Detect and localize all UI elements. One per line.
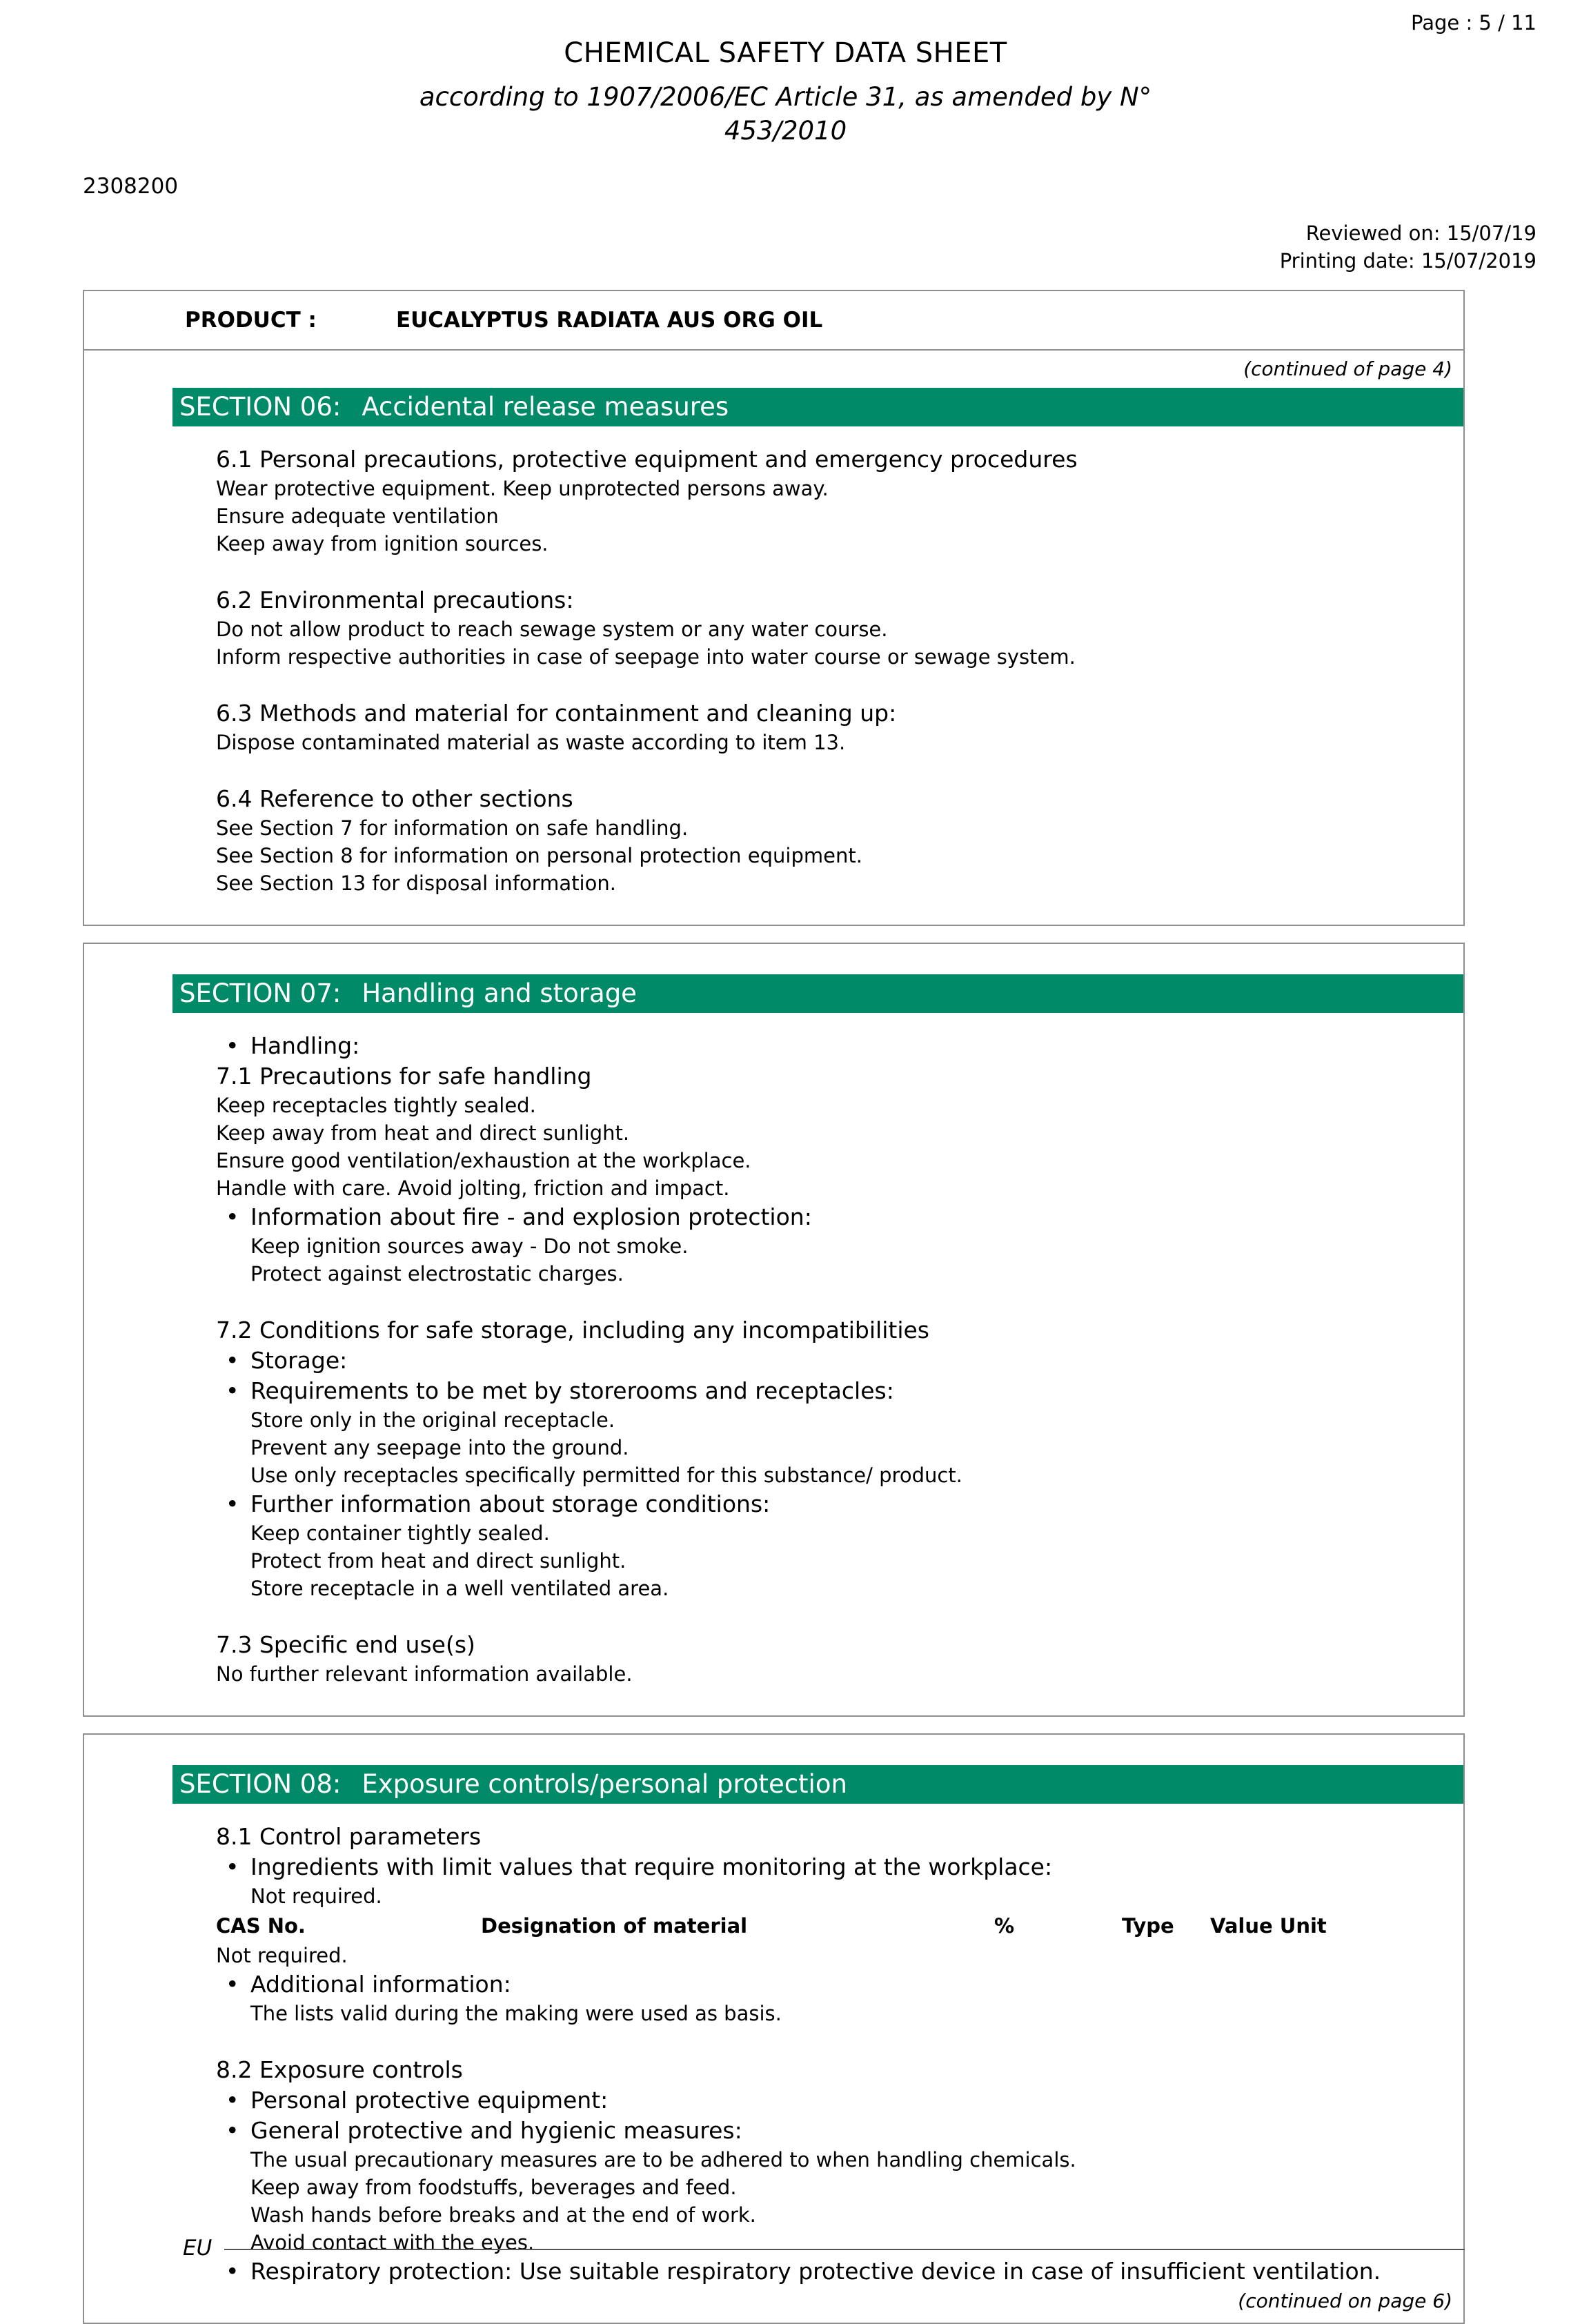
section-08-header-bar (172, 1765, 1463, 1804)
text-line: Keep ignition sources away - Do not smoke. (250, 1234, 689, 1258)
col-value-unit: Value Unit (1210, 1914, 1327, 1938)
footer-rule (224, 2249, 1465, 2250)
text-line: See Section 13 for disposal information. (216, 872, 616, 895)
text-line: Protect against electrostatic charges. (250, 1262, 624, 1286)
text-line: Wear protective equipment. Keep unprotected persons away. (216, 477, 829, 500)
text-line: The lists valid during the making were used as basis. (250, 2002, 782, 2025)
limit-values-table-header (216, 1910, 1450, 1942)
text-line: Wash hands before breaks and at the end of work. (250, 2203, 756, 2227)
text-line: Protect from heat and direct sunlight. (250, 1549, 626, 1573)
col-designation: Designation of material (481, 1914, 748, 1938)
heading-7-3: 7.3 Specific end use(s) (216, 1631, 475, 1658)
section-06-id: SECTION 06: (179, 392, 342, 422)
document-number: 2308200 (83, 174, 179, 199)
text-line: Keep away from ignition sources. (216, 532, 549, 555)
page-number: Page : 5 / 11 (1411, 11, 1537, 35)
text-line: Ensure adequate ventilation (216, 504, 499, 528)
heading-6-4: 6.4 Reference to other sections (216, 785, 573, 812)
section-07-id: SECTION 07: (179, 978, 342, 1008)
text-line: Not required. (250, 1884, 382, 1908)
text-line: Do not allow product to reach sewage system or any water course. (216, 618, 888, 641)
printing-date: Printing date: 15/07/2019 (1279, 249, 1537, 273)
text-line: Ensure good ventilation/exhaustion at the workplace. (216, 1149, 751, 1172)
text-line: See Section 7 for information on safe handling. (216, 816, 689, 840)
text-line: Store only in the original receptacle. (250, 1408, 615, 1432)
bullet-storage: • Storage: (216, 1346, 1450, 1376)
page-footer (83, 2236, 1465, 2261)
text-line: Prevent any seepage into the ground. (250, 1436, 629, 1459)
section-06-box (83, 349, 1465, 926)
text-line: Keep away from foodstuffs, beverages and feed. (250, 2176, 737, 2199)
section-07-title: Handling and storage (362, 978, 637, 1008)
heading-8-2: 8.2 Exposure controls (216, 2056, 463, 2083)
heading-7-1: 7.1 Precautions for safe handling (216, 1063, 592, 1090)
section-06-header-bar (172, 388, 1463, 426)
section-08-id: SECTION 08: (179, 1769, 342, 1799)
text-line: Keep container tightly sealed. (250, 1522, 550, 1545)
heading-8-1: 8.1 Control parameters (216, 1823, 482, 1850)
date-block (1280, 219, 1537, 275)
section-07-header-bar (172, 974, 1463, 1013)
bullet-handling: • Handling: (216, 1031, 1450, 1061)
section-06-content (84, 426, 1463, 925)
subtitle-line-2: 453/2010 (724, 116, 847, 146)
col-percent: % (994, 1914, 1015, 1938)
heading-6-3: 6.3 Methods and material for containment and cleaning up: (216, 700, 897, 727)
heading-7-2: 7.2 Conditions for safe storage, including any incompatibilities (216, 1317, 929, 1343)
col-type: Type (1122, 1914, 1174, 1938)
region-label: EU (183, 2236, 213, 2261)
text-line: Store receptacle in a well ventilated area. (250, 1577, 669, 1600)
text-line: Handle with care. Avoid jolting, friction and impact. (216, 1176, 730, 1200)
table-row: Not required. (216, 1944, 348, 1967)
bullet-personal-protective-equipment: • Personal protective equipment: (216, 2085, 1450, 2116)
section-07-box (83, 943, 1465, 1717)
reviewed-on-date: Reviewed on: 15/07/19 (1305, 221, 1537, 245)
bullet-fire-protection: • Information about fire - and explosion protection: (216, 1202, 1450, 1232)
text-line: Use only receptacles specifically permitted for this substance/ product. (250, 1464, 962, 1487)
subtitle-line-1: according to 1907/2006/EC Article 31, as amended by N° (419, 82, 1152, 112)
text-line: Avoid contact with the eyes. (250, 2231, 535, 2254)
continued-from-note: (continued of page 4) (1243, 357, 1452, 380)
text-line: Keep away from heat and direct sunlight. (216, 1121, 630, 1145)
heading-6-2: 6.2 Environmental precautions: (216, 587, 574, 613)
bullet-further-storage-info: • Further information about storage conditions: (216, 1489, 1450, 1519)
bullet-ingredients-limit-values: • Ingredients with limit values that require monitoring at the workplace: (216, 1852, 1450, 1882)
bullet-requirements: • Requirements to be met by storerooms and receptacles: (216, 1376, 1450, 1406)
product-label: PRODUCT : (185, 308, 317, 333)
text-line: Inform respective authorities in case of seepage into water course or sewage system. (216, 645, 1076, 669)
bullet-respiratory-protection: • Respiratory protection: Use suitable respiratory protective device in case of insufficient ventilation. (216, 2256, 1450, 2287)
text-line: Keep receptacles tightly sealed. (216, 1094, 536, 1117)
section-08-content (84, 1804, 1463, 2287)
bullet-additional-information: • Additional information: (216, 1969, 1450, 2000)
text-line: Dispose contaminated material as waste according to item 13. (216, 731, 846, 754)
text-line: No further relevant information available. (216, 1662, 633, 1686)
section-07-content (84, 1013, 1463, 1715)
bullet-hygienic-measures: • General protective and hygienic measures: (216, 2116, 1450, 2146)
continued-on-note: (continued on page 6) (1238, 2289, 1452, 2312)
product-name: EUCALYPTUS RADIATA AUS ORG OIL (395, 308, 823, 333)
col-cas-no: CAS No. (216, 1914, 306, 1938)
document-title: CHEMICAL SAFETY DATA SHEET (564, 37, 1007, 69)
product-box (83, 290, 1465, 351)
section-06-title: Accidental release measures (362, 392, 729, 422)
heading-6-1: 6.1 Personal precautions, protective equipment and emergency procedures (216, 446, 1078, 473)
section-08-title: Exposure controls/personal protection (362, 1769, 847, 1799)
text-line: See Section 8 for information on personal protection equipment. (216, 844, 862, 867)
document-subtitle (0, 80, 1571, 148)
text-line: The usual precautionary measures are to be adhered to when handling chemicals. (250, 2148, 1076, 2172)
